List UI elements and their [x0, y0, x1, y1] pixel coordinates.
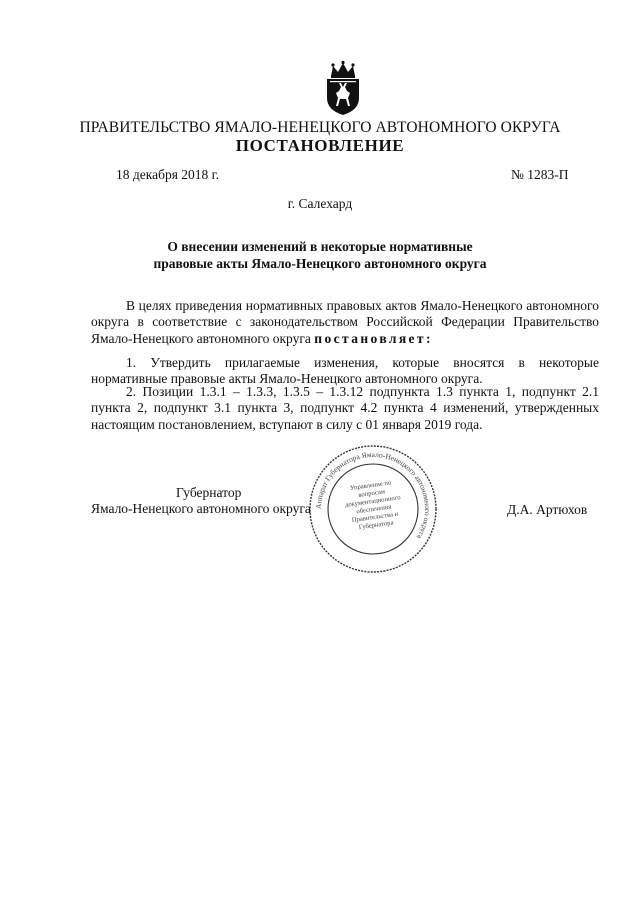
document-city: г. Салехард — [287, 196, 353, 211]
document-number: № 1283-П — [511, 167, 569, 182]
regional-coat-of-arms-icon — [322, 60, 364, 116]
document-date: 18 декабря 2018 г. — [116, 167, 220, 182]
subject-line-2: правовые акты Ямало-Ненецкого автономного округа — [153, 256, 487, 271]
item-1-paragraph: 1. Утвердить прилагаемые изменения, которые вносятся в некоторые нормативные правовые акты Ямало-Ненецкого автономного округа. — [91, 355, 599, 387]
item-2-paragraph: 2. Позиции 1.3.1 – 1.3.3, 1.3.5 – 1.3.12 подпункта 1.3 пункта 1, подпункт 2.1 пункта 2, подпункт 3.1 пункта 3, подпункт 4.2 пункта 4 изменений, утвержденных настоящим постановлением, вступают в силу с 01 января 2019 года. — [91, 384, 599, 432]
document-subject — [140, 238, 500, 272]
stamp-ring-text: Аппарат Губернатора Ямало-Ненецкого автономного округа — [313, 449, 433, 541]
preamble-operative-word: постановляет: — [314, 330, 433, 346]
document-type-title: ПОСТАНОВЛЕНИЕ — [235, 136, 405, 155]
signatory-title: Губернатор — [176, 485, 242, 500]
stamp-inner-text: Управление по вопросам документационного обеспечения Правительства и Губернатора — [344, 479, 402, 532]
preamble-paragraph — [91, 298, 599, 347]
subject-line-1: О внесении изменений в некоторые нормативные — [167, 239, 473, 254]
signatory-name: Д.А. Артюхов — [507, 502, 588, 517]
official-seal-stamp-icon — [306, 442, 440, 576]
signatory-organization: Ямало-Ненецкого автономного округа — [91, 501, 311, 516]
government-title: ПРАВИТЕЛЬСТВО ЯМАЛО-НЕНЕЦКОГО АВТОНОМНОГО ОКРУГА — [79, 119, 561, 136]
preamble-text: В целях приведения нормативных правовых актов Ямало-Ненецкого автономного округа в соответствие с законодательством Российской Федерации Правительство Ямало-Ненецкого автономного округа — [91, 298, 599, 346]
